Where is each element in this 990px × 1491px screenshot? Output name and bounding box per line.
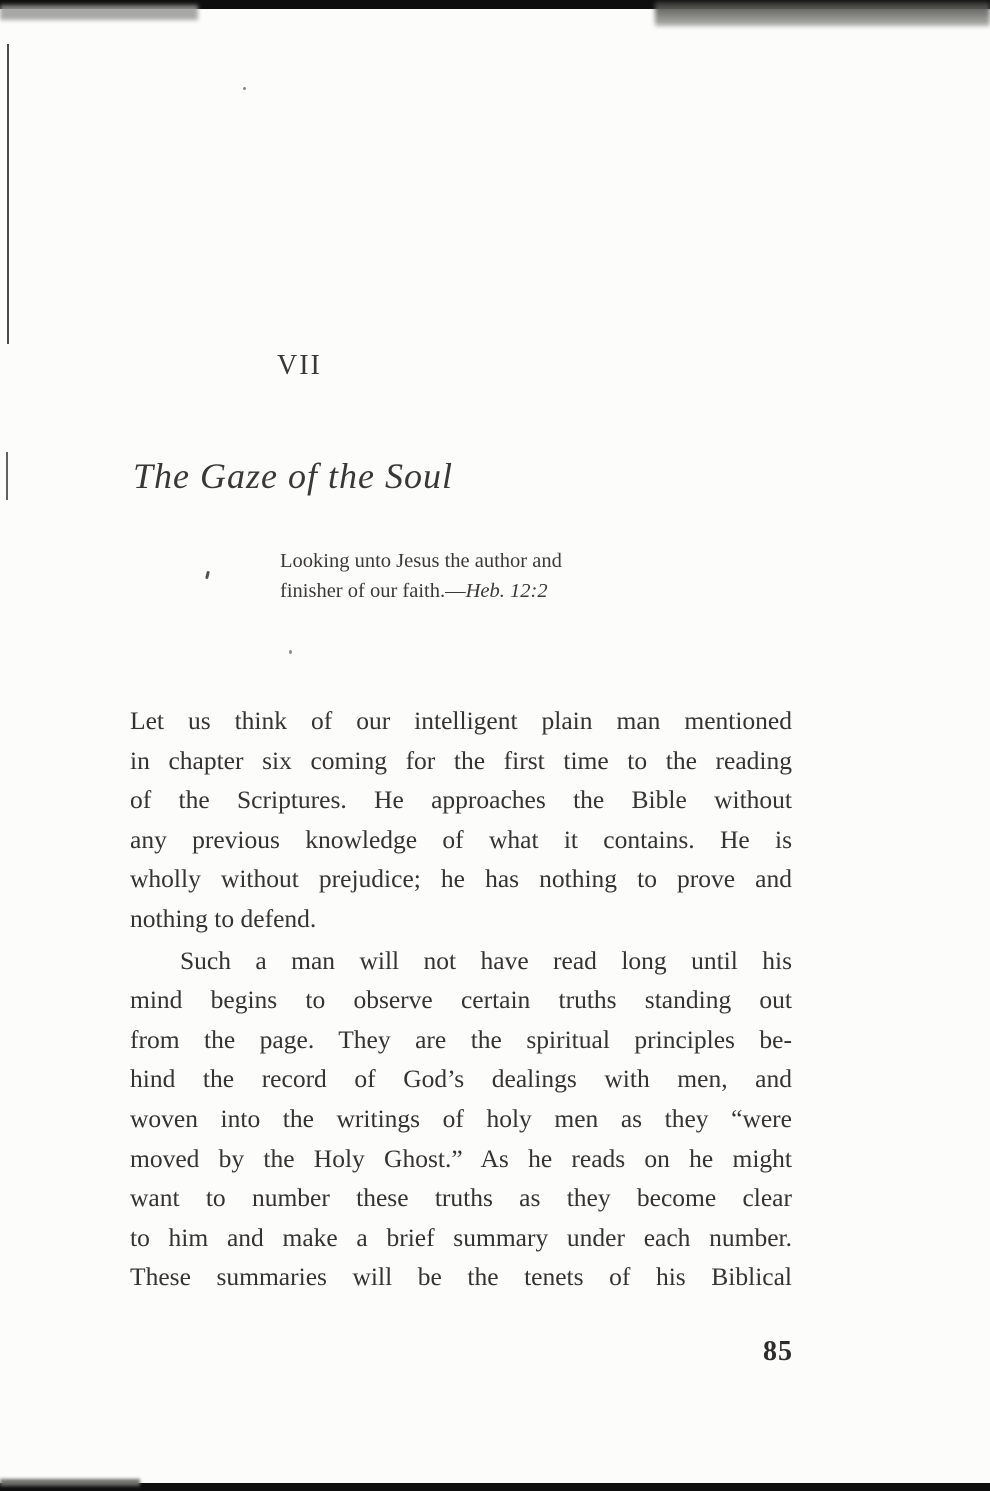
epigraph-text: Looking unto Jesus the author and: [280, 550, 562, 572]
body-text-line: from the page. They are the spiritual principles be-: [130, 1024, 792, 1054]
scan-artifact-left-edge-line: [7, 44, 9, 344]
page-number: 85: [763, 1336, 793, 1367]
body-text-line: mind begins to observe certain truths standing out: [130, 985, 792, 1015]
body-text-line: of the Scriptures. He approaches the Bible without: [130, 785, 792, 815]
epigraph-line: [280, 546, 680, 576]
body-text-line: Such a man will not have read long until his: [180, 945, 792, 975]
body-text-line: any previous knowledge of what it contains. He is: [130, 824, 792, 854]
body-text-line: Let us think of our intelligent plain man mentioned: [130, 706, 792, 735]
scan-artifact-mark: [205, 571, 210, 579]
body-text-line: moved by the Holy Ghost.” As he reads on he might: [130, 1143, 792, 1173]
paragraph: [130, 941, 792, 1297]
paragraph: [130, 701, 792, 939]
chapter-title: The Gaze of the Soul: [133, 456, 453, 496]
scan-artifact-top-left-smudge: [0, 5, 198, 20]
body-text-line: want to number these truths as they become clear: [130, 1183, 792, 1213]
epigraph: [280, 546, 680, 606]
body-text-line: nothing to defend.: [130, 903, 317, 933]
body-text: [130, 701, 792, 1297]
body-text-line: to him and make a brief summary under each number.: [130, 1222, 792, 1252]
epigraph-line: [280, 576, 680, 606]
chapter-number: VII: [277, 350, 322, 381]
body-text-line: hind the record of God’s dealings with men, and: [130, 1064, 792, 1094]
body-text-line: woven into the writings of holy men as they “were: [130, 1103, 792, 1133]
epigraph-scripture-reference: Heb. 12:2: [465, 580, 548, 602]
scan-artifact-left-edge-tick: [6, 452, 8, 500]
body-text-line: These summaries will be the tenets of his Biblical: [130, 1262, 792, 1292]
scan-artifact-top-right-smudge: [655, 2, 990, 26]
scan-artifact-bottom-smudge: [0, 1479, 140, 1486]
epigraph-text: finisher of our faith.—: [280, 580, 466, 602]
scan-artifact-speck: [289, 650, 292, 654]
body-text-line: wholly without prejudice; he has nothing to prove and: [130, 864, 792, 894]
body-text-line: in chapter six coming for the first time to the reading: [130, 745, 792, 775]
scan-artifact-speck: [243, 87, 246, 90]
scan-artifact-bottom-edge: [0, 1483, 990, 1491]
